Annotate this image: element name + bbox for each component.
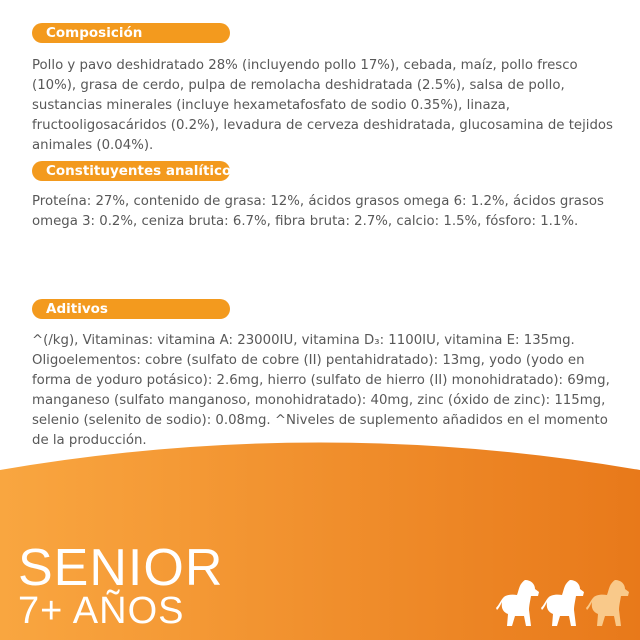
dog-icon (540, 578, 586, 630)
dog-icon (495, 578, 541, 630)
constituyentes-text: Proteína: 27%, contenido de grasa: 12%, ácidos grasos omega 6: 1.2%, ácidos grasos omega 3: 0.2%, ceniza bruta: 6.7%, fibra bruta: 2.7%, calcio: 1.5%, fósforo: 1.1%. (32, 194, 604, 229)
section-header-aditivos: Aditivos (32, 299, 230, 319)
section-header-composicion: Composición (32, 23, 230, 43)
section-header-constituyentes: Constituyentes analíticos (32, 161, 230, 181)
aditivos-text: ^(/kg), Vitaminas: vitamina A: 23000IU, vitamina D₃: 1100IU, vitamina E: 135mg. Oligoelementos: cobre (sulfato de cobre (II) pentahidratado): 13mg, yodo (yodo en forma de yoduro potásico): 2.6mg, hierro (sulfato de hierro (II) monohidratado): 69mg, manganeso (sulfato manganoso, monohidratado): 40mg, zinc (óxido de zinc): 115mg, selenio (selenito de sodio): 0.08mg. ^Niveles de suplemento añadidos en el momento de la producción. (32, 333, 610, 448)
age-subtitle: 7+ AÑOS (18, 590, 185, 632)
composicion-text: Pollo y pavo deshidratado 28% (incluyendo pollo 17%), cebada, maíz, pollo fresco (10%), grasa de cerdo, pulpa de remolacha deshidratada (2.5%), salsa de pollo, sustancias minerales (incluye hexametafosfato de sodio 0.35%), linaza, fructooligosacáridos (0.2%), levadura de cerveza deshidratada, glucosamina de tejidos animales (0.04%). (32, 58, 613, 153)
dog-icon (585, 578, 631, 630)
senior-title: SENIOR (18, 539, 224, 597)
